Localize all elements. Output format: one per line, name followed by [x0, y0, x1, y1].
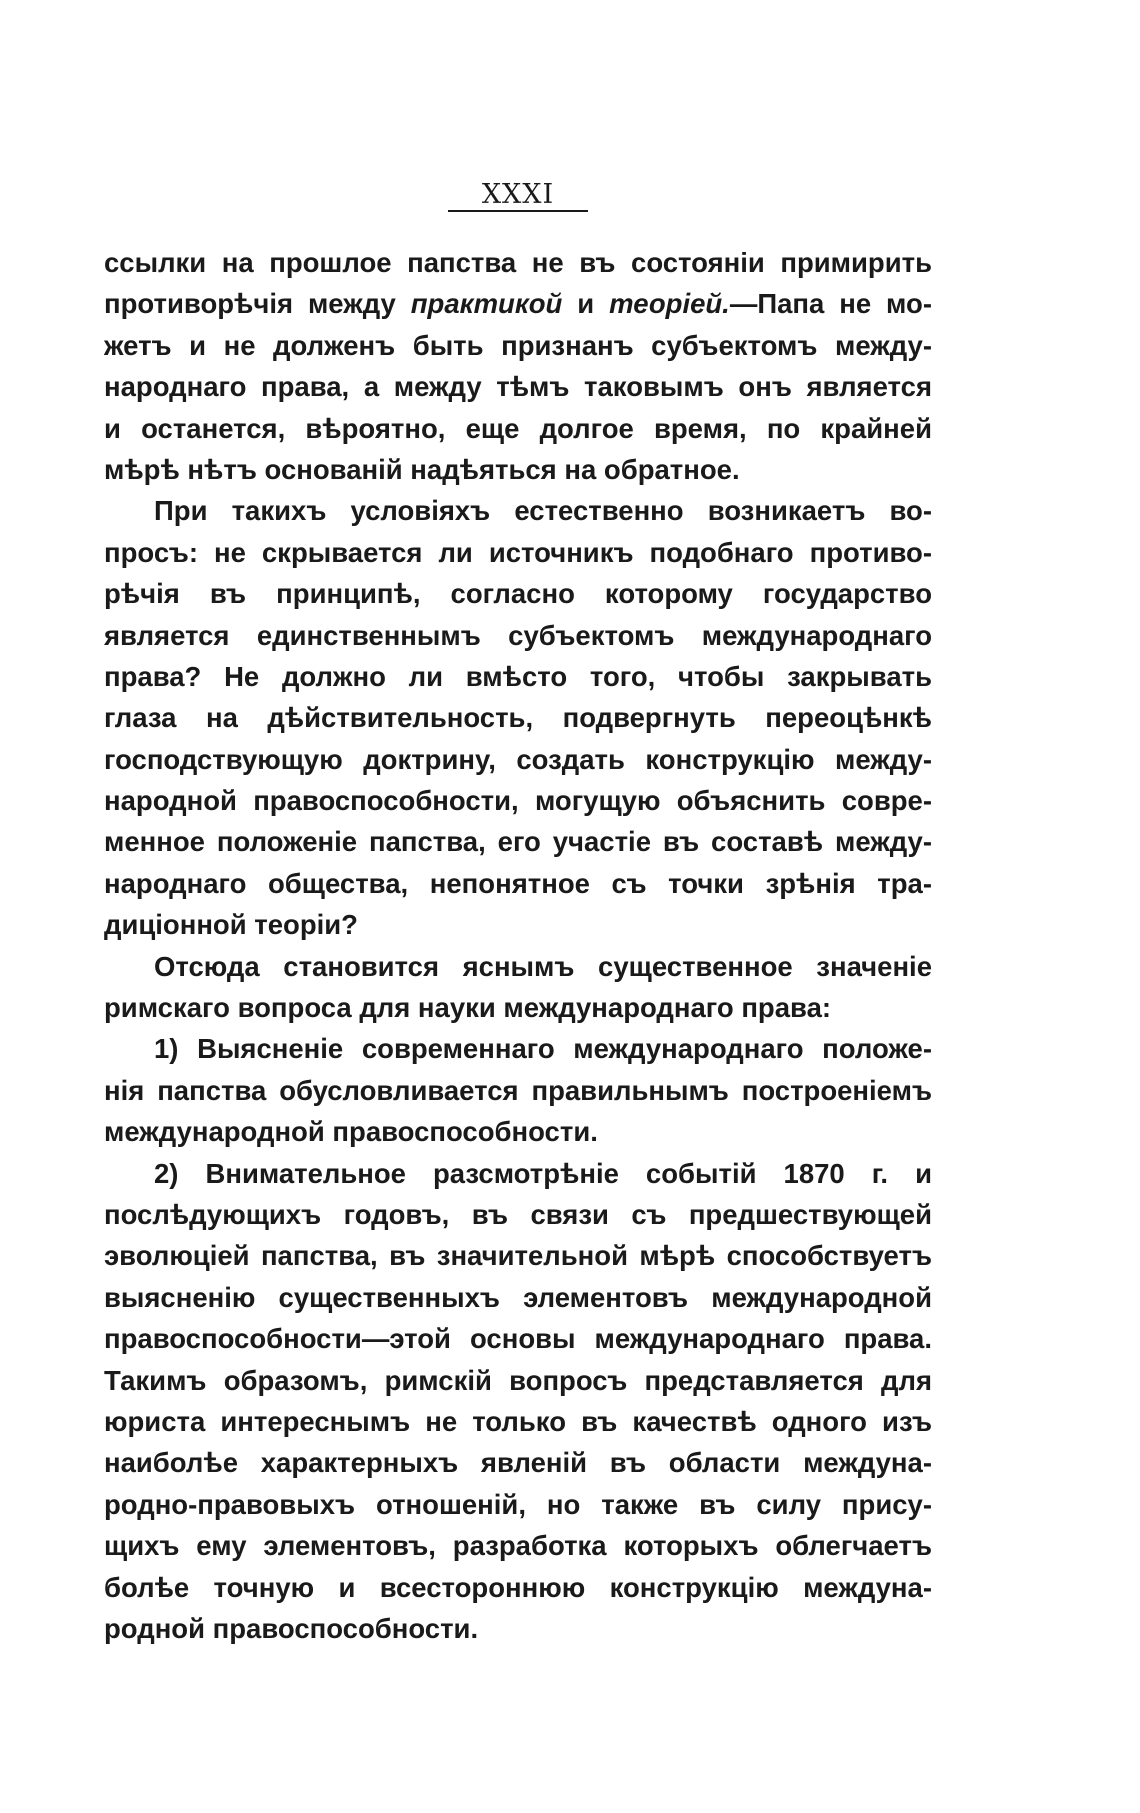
text-fragment: противорѣчія между — [104, 288, 411, 320]
text-line: эволюціей папства, въ значительной мѣрѣ способствуетъ — [104, 1240, 932, 1272]
text-line: просъ: не скрывается ли источникъ подобнаго противо- — [104, 536, 932, 568]
list-item-1: 1) Выясненіе современнаго международнаго положе- — [154, 1033, 932, 1065]
text-line: наиболѣе характерныхъ явленій въ области междуна- — [104, 1447, 932, 1479]
text-line: господствующую доктрину, создать конструкцію между- — [104, 743, 932, 775]
text-line: глаза на дѣйствительность, подвергнуть переоцѣнкѣ — [104, 702, 932, 734]
text-line: болѣе точную и всестороннюю конструкцію междуна- — [104, 1571, 932, 1603]
text-line: народной правоспособности, могущую объяснить совре- — [104, 785, 932, 817]
text-fragment: —Папа не мо- — [729, 288, 932, 320]
text-line: менное положеніе папства, его участіе въ составѣ между- — [104, 826, 932, 858]
text-line: диціонной теоріи? — [104, 909, 358, 941]
text-line: ссылки на прошлое папства не въ состоянiи примирить — [104, 247, 932, 278]
text-line: римскаго вопроса для науки международнаго права: — [104, 992, 832, 1024]
text-line: права? Не должно ли вмѣсто того, чтобы закрывать — [104, 660, 932, 692]
text-line: мѣрѣ нѣтъ основаній надѣяться на обратное. — [104, 453, 740, 485]
italic-term-theory: теоріей. — [609, 288, 730, 320]
header-rule — [448, 210, 588, 212]
text-line: жетъ и не долженъ быть признанъ субъектомъ между- — [104, 329, 932, 361]
text-line: и останется, вѣроятно, еще долгое время, по крайней — [104, 412, 932, 444]
text-line: родной правоспособности. — [104, 1612, 479, 1644]
text-line: народнаго права, а между тѣмъ таковымъ онъ является — [104, 371, 932, 403]
text-line: Такимъ образомъ, римскій вопросъ представляется для — [104, 1364, 932, 1396]
text-line: юриста интереснымъ не только въ качествѣ одного изъ — [104, 1405, 932, 1437]
italic-term-practice: практикой — [410, 288, 563, 320]
text-line — [104, 283, 932, 324]
text-line: щихъ ему элементовъ, разработка которыхъ облегчаетъ — [104, 1530, 932, 1562]
page-number-header: XXXI — [481, 179, 555, 210]
text-line: нія папства обусловливается правильнымъ построеніемъ — [104, 1074, 932, 1106]
page-body-text — [104, 242, 932, 1649]
text-line: народнаго общества, непонятное съ точки зрѣнія тра- — [104, 867, 932, 899]
list-item-2: 2) Внимательное разсмотрѣніе событій 1870 г. и — [154, 1157, 932, 1189]
text-line: международной правоспособности. — [104, 1116, 598, 1148]
text-line: родно-правовыхъ отношеній, но также въ силу прису- — [104, 1488, 932, 1520]
text-line: выясненію существенныхъ элементовъ международной — [104, 1281, 932, 1313]
text-line: является единственнымъ субъектомъ международнаго — [104, 619, 932, 651]
text-fragment: и — [562, 288, 610, 320]
text-line: рѣчія въ принципѣ, согласно которому государство — [104, 578, 932, 610]
text-line: правоспособности—этой основы международнаго права. — [104, 1323, 932, 1355]
text-line: послѣдующихъ годовъ, въ связи съ предшествующей — [104, 1198, 932, 1230]
text-line: При такихъ условіяхъ естественно возникаетъ во- — [154, 495, 932, 527]
text-line: Отсюда становится яснымъ существенное значеніе — [154, 950, 932, 982]
